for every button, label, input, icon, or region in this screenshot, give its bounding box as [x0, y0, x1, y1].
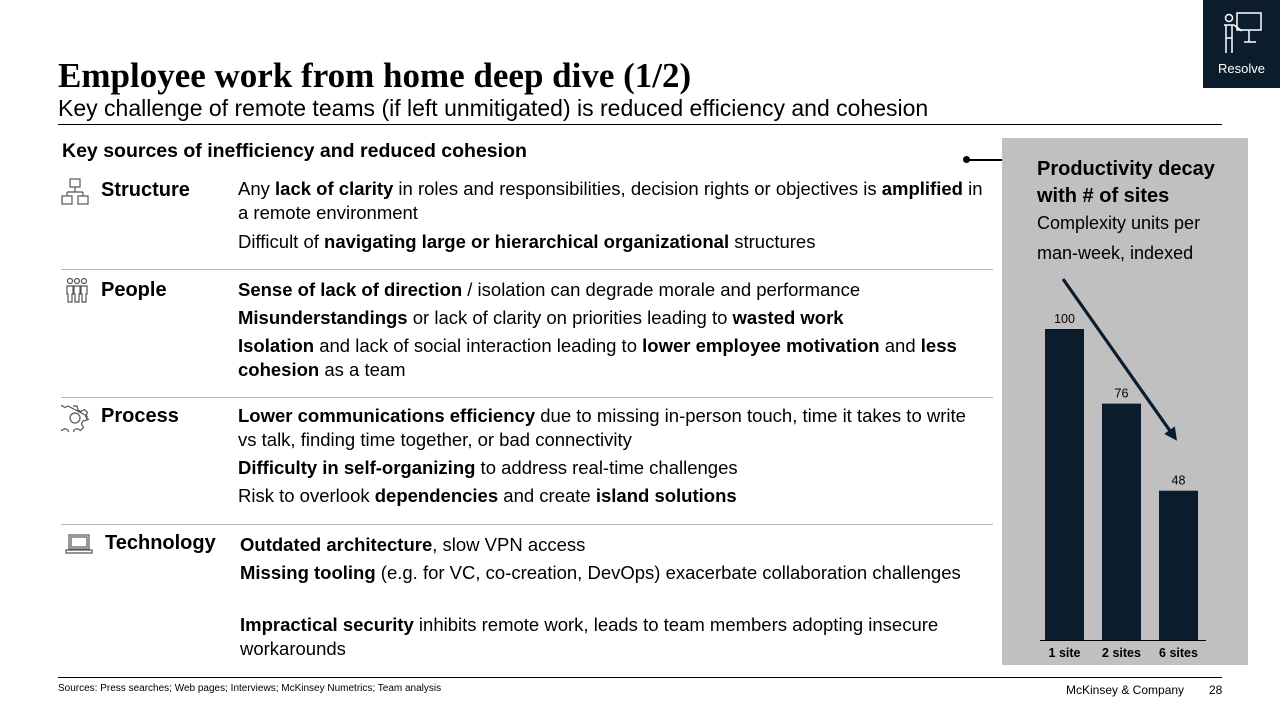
bar: [1045, 329, 1084, 640]
bullet-process-3: Risk to overlook dependencies and create island solutions: [238, 485, 737, 506]
connector-line: [967, 159, 1003, 161]
bullet-technology-1: Outdated architecture, slow VPN access: [240, 534, 586, 555]
bullet-structure-2: Difficult of navigating large or hierarchical organizational structures: [238, 231, 816, 252]
people-group-icon: [64, 277, 90, 303]
data-label: 76: [1114, 386, 1129, 401]
gear-icon: [61, 404, 89, 432]
category-label-structure: Structure: [101, 179, 190, 201]
chart-subtitle: Complexity units per man-week, indexed: [1037, 213, 1201, 263]
bullet-process-2: Difficulty in self-organizing to address real-time challenges: [238, 457, 738, 478]
chart-panel: [1002, 138, 1248, 665]
category-label-technology: Technology: [105, 532, 216, 554]
bullet-process-1: Lower communications efficiency due to missing in-person touch, time it takes to write vs talk, finding time together, or bad connectivity: [238, 405, 966, 450]
bar-chart: [1002, 138, 1248, 665]
category-label: 6 sites: [1159, 646, 1198, 660]
footer-rule: [58, 677, 1222, 678]
org-chart-icon: [60, 178, 90, 206]
bullet-structure-1: Any lack of clarity in roles and responsibilities, decision rights or objectives is amplified in a remote environment: [238, 178, 983, 223]
bar: [1159, 491, 1198, 640]
category-label: 2 sites: [1102, 646, 1141, 660]
data-label: 48: [1171, 473, 1186, 488]
page-number: 28: [1209, 683, 1223, 697]
resolve-badge: [1203, 0, 1280, 88]
laptop-icon: [65, 533, 93, 555]
header-rule: [58, 124, 1222, 125]
category-separator: [61, 524, 993, 525]
section-heading: Key sources of inefficiency and reduced cohesion: [62, 140, 527, 162]
bullet-people-2: Misunderstandings or lack of clarity on priorities leading to wasted work: [238, 307, 844, 328]
resolve-label: Resolve: [1218, 61, 1265, 76]
page-subtitle: Key challenge of remote teams (if left unmitigated) is reduced efficiency and cohesion: [58, 95, 929, 121]
bar: [1102, 404, 1141, 640]
page-title: Employee work from home deep dive (1/2): [58, 56, 692, 95]
trend-arrow-head: [1164, 426, 1177, 440]
footer-company: McKinsey & Company: [1066, 683, 1185, 697]
category-separator: [61, 397, 993, 398]
category-separator: [61, 269, 993, 270]
chart-title: Productivity decay with # of sites: [1037, 158, 1215, 207]
bullet-technology-3: Impractical security inhibits remote work, leads to team members adopting insecure workarounds: [240, 614, 939, 659]
data-label: 100: [1054, 312, 1075, 326]
category-label-process: Process: [101, 405, 179, 427]
bullet-people-1: Sense of lack of direction / isolation can degrade morale and performance: [238, 279, 861, 300]
category-label: 1 site: [1048, 646, 1081, 660]
bullet-people-3: Isolation and lack of social interaction leading to lower employee motivation and less cohesion as a team: [238, 335, 957, 380]
category-label-people: People: [101, 279, 167, 301]
bullet-technology-2: Missing tooling (e.g. for VC, co-creation, DevOps) exacerbate collaboration challenges: [240, 562, 961, 583]
footer-sources: Sources: Press searches; Web pages; Interviews; McKinsey Numetrics; Team analysis: [58, 683, 442, 694]
presenter-at-board-icon: [1222, 10, 1264, 56]
